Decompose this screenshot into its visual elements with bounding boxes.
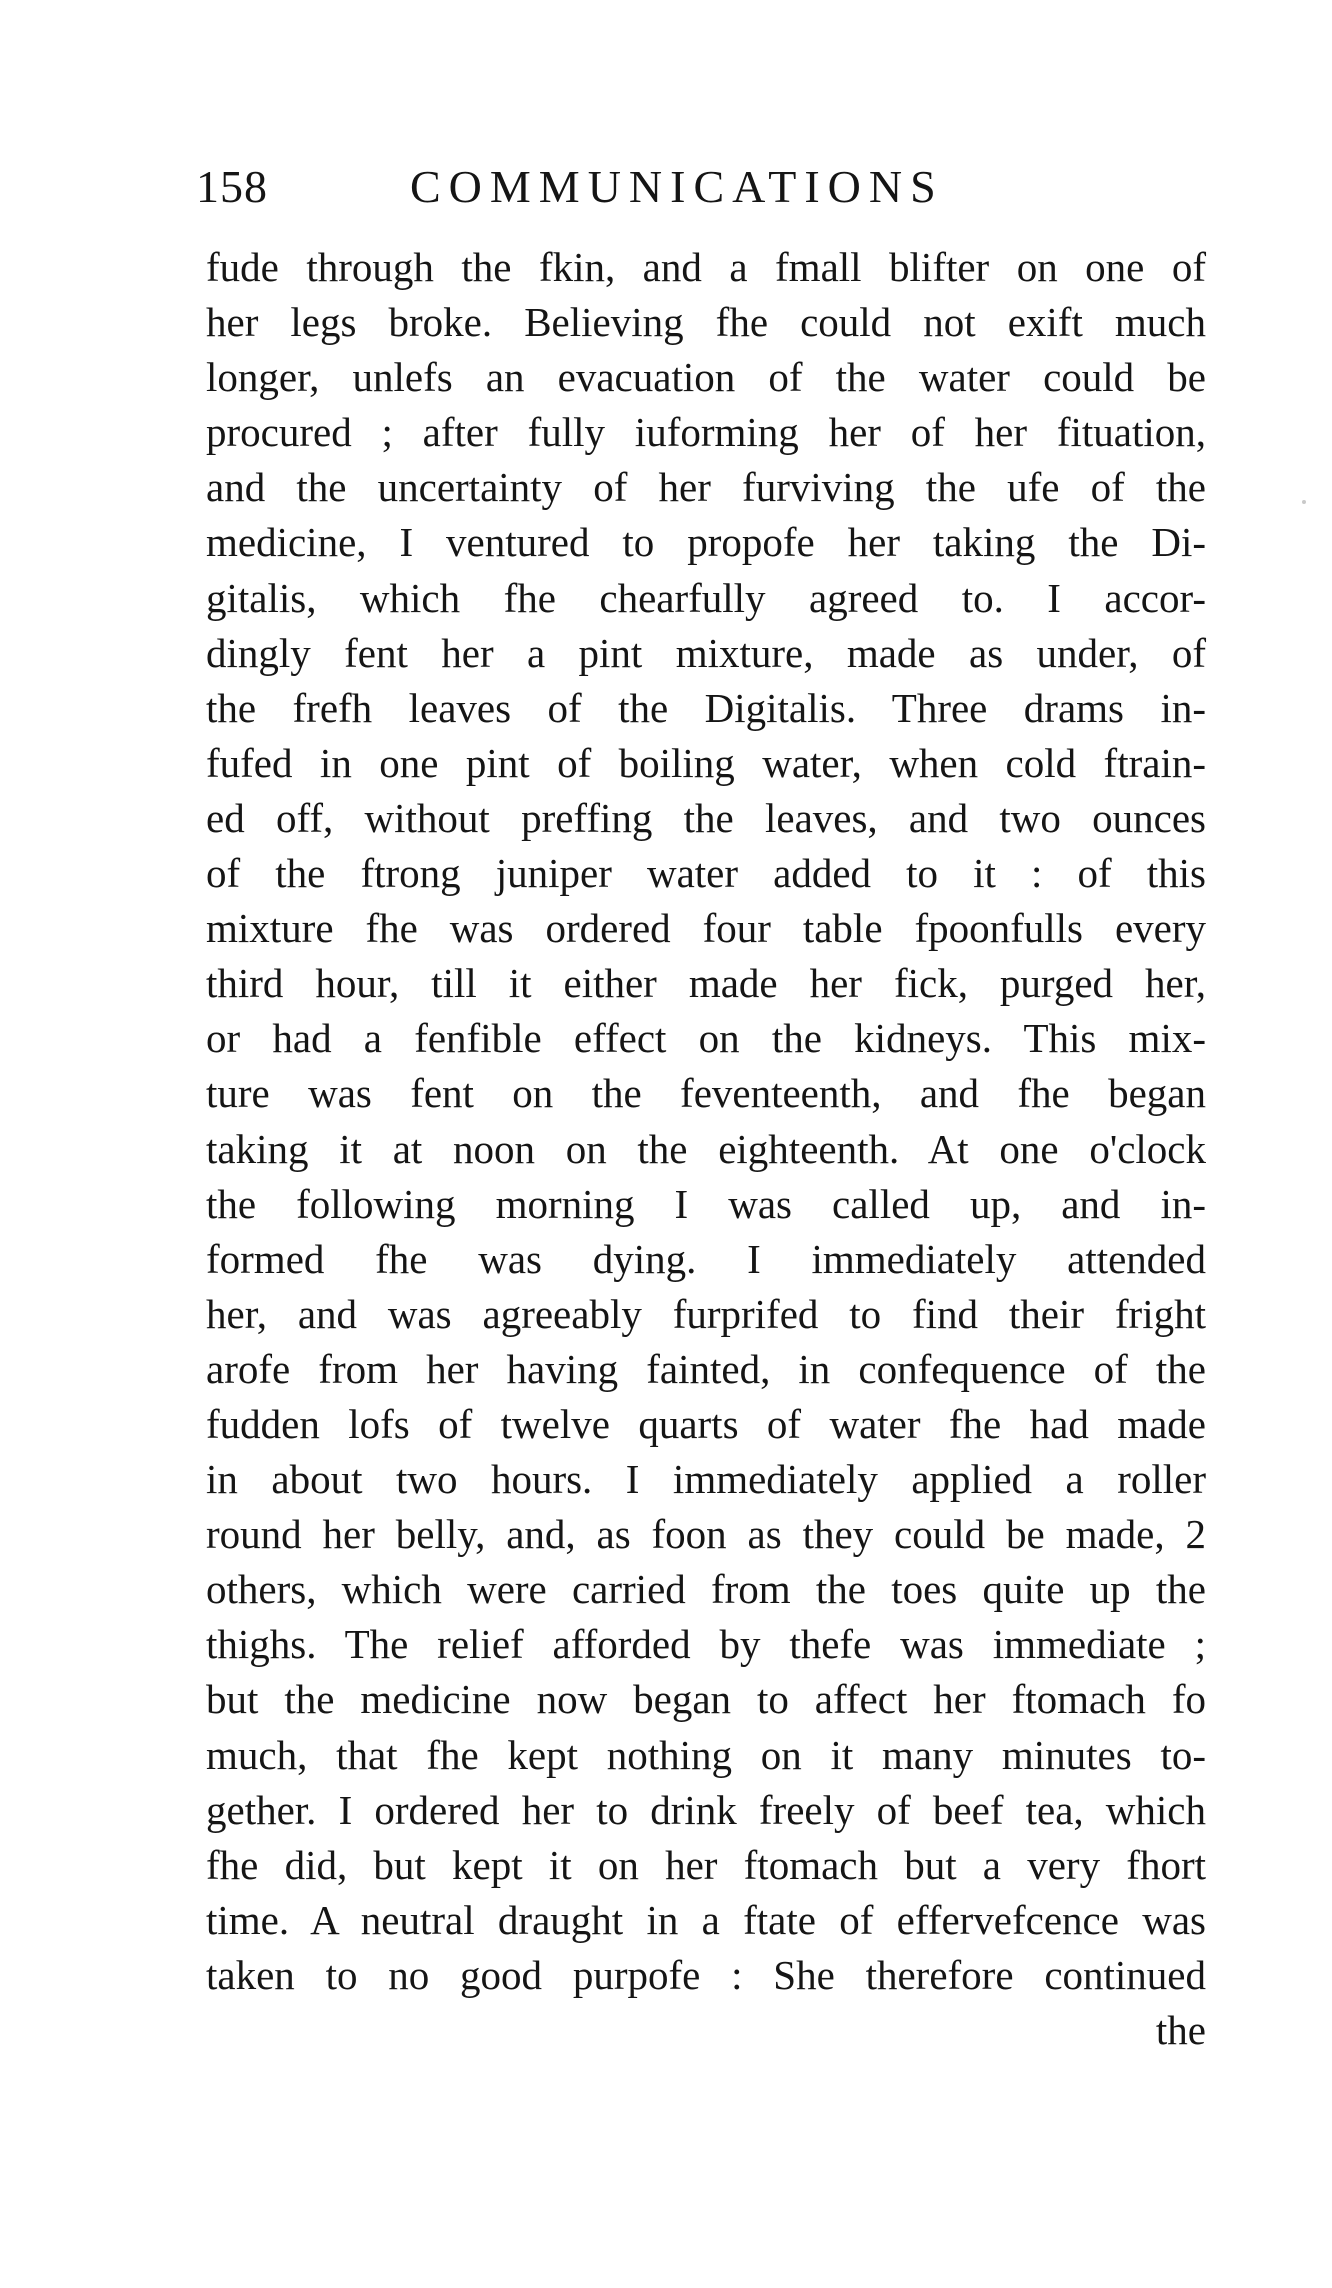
text-line: round her belly, and, as foon as they could be made, 2 — [206, 1511, 1206, 1558]
text-line: of the ftrong juniper water added to it : of this — [206, 850, 1206, 897]
text-line: taking it at noon on the eighteenth. At one o'clock — [206, 1125, 1206, 1172]
text-line: fude through the fkin, and a fmall blifter on one of — [206, 244, 1206, 290]
text-line: mixture fhe was ordered four table fpoonfulls every — [206, 905, 1206, 952]
text-line: and the uncertainty of her furviving the ufe of the — [206, 464, 1206, 511]
text-line: or had a fenfible effect on the kidneys. This mix- — [206, 1015, 1206, 1062]
text-line: much, that fhe kept nothing on it many minutes to- — [206, 1731, 1206, 1778]
text-line: ture was fent on the feventeenth, and fhe began — [206, 1070, 1206, 1117]
text-line: the frefh leaves of the Digitalis. Three drams in- — [206, 684, 1206, 731]
text-line: others, which were carried from the toes quite up the — [206, 1566, 1206, 1613]
text-line: fufed in one pint of boiling water, when cold ftrain- — [206, 739, 1206, 786]
text-line: procured ; after fully iuforming her of her fituation, — [206, 409, 1206, 456]
text-line: taken to no good purpofe : She therefore continued — [206, 1951, 1206, 1998]
text-line: ed off, without preffing the leaves, and two ounces — [206, 794, 1206, 841]
text-line: her, and was agreeably furprifed to find their fright — [206, 1290, 1206, 1337]
text-line: fudden lofs of twelve quarts of water fhe had made — [206, 1400, 1206, 1447]
text-line: longer, unlefs an evacuation of the water could be — [206, 354, 1206, 401]
text-line: dingly fent her a pint mixture, made as under, of — [206, 629, 1206, 676]
text-line: arofe from her having fainted, in confequence of the — [206, 1345, 1206, 1392]
catchword: the — [1155, 2007, 1206, 2053]
text-line: gether. I ordered her to drink freely of beef tea, which — [206, 1786, 1206, 1833]
text-line: in about two hours. I immediately applied a roller — [206, 1456, 1206, 1503]
body-text — [206, 240, 1206, 2058]
page-number: 158 — [196, 161, 268, 212]
page-header — [196, 152, 1206, 222]
text-line: medicine, I ventured to propofe her taking the Di- — [206, 519, 1206, 566]
text-line: her legs broke. Believing fhe could not exift much — [206, 299, 1206, 346]
paper-speck — [1302, 500, 1306, 504]
text-line: third hour, till it either made her fick, purged her, — [206, 960, 1206, 1007]
text-line: gitalis, which fhe chearfully agreed to. I accor- — [206, 574, 1206, 621]
text-line: the following morning I was called up, and in- — [206, 1180, 1206, 1227]
text-line: formed fhe was dying. I immediately attended — [206, 1235, 1206, 1282]
text-line: but the medicine now began to affect her ftomach fo — [206, 1676, 1206, 1723]
text-line: time. A neutral draught in a ftate of effervefcence was — [206, 1896, 1206, 1943]
text-line: thighs. The relief afforded by thefe was immediate ; — [206, 1621, 1206, 1668]
running-head: COMMUNICATIONS — [410, 161, 944, 212]
text-line: fhe did, but kept it on her ftomach but a very fhort — [206, 1841, 1206, 1888]
